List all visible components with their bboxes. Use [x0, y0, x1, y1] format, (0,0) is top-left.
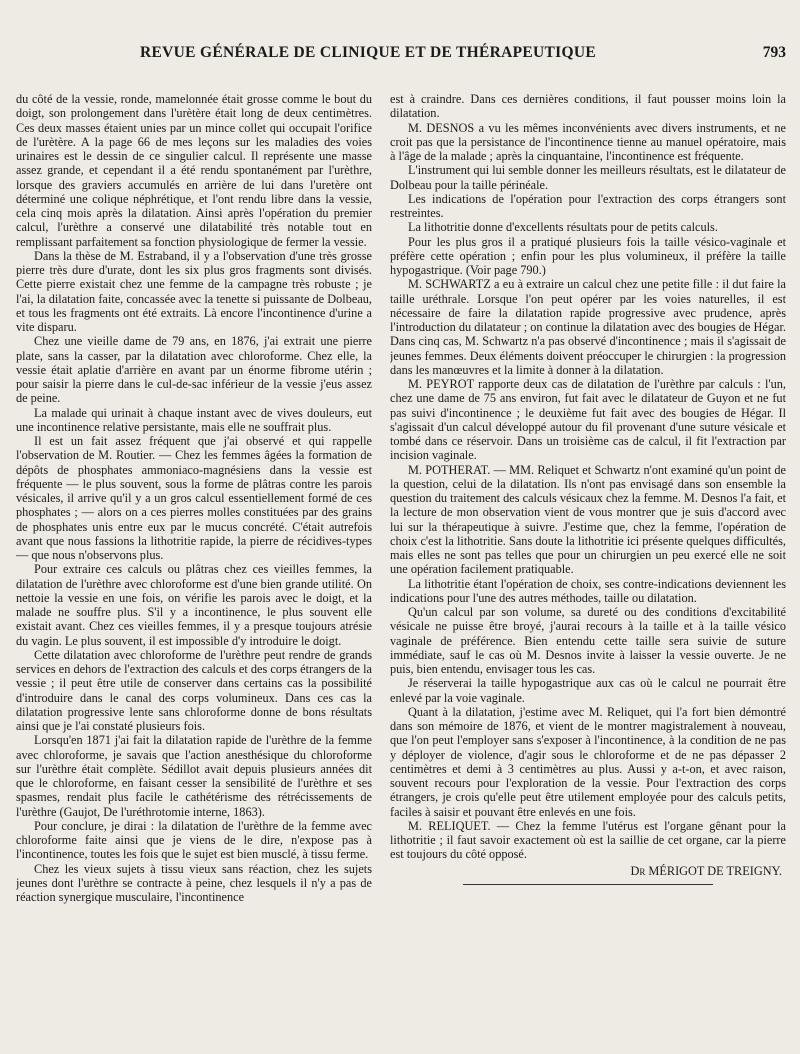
paragraph: Dans la thèse de M. Estraband, il y a l'observation d'une très grosse pierre très dure d'urate, dont les six plus gros fragments sont divisés. Cette pierre existait chez une femme de la campagne très robuste ; je l'ai, la dilatation faite, concassée avec la tenette si puissante de Dolbeau, et tous les fragments ont été extraits. Là encore l'incontinence d'urine a vite disparu. — [16, 248, 372, 334]
paragraph: Pour extraire ces calculs ou plâtras chez ces vieilles femmes, la dilatation de l'urèthre avec chloroforme est d'une bien grande utilité. On nettoie la vessie en une fois, on vérifie les parois avec le doigt, et la malade ne souffre plus. S'il y a incontinence, le plus souvent elle existait avant. Chez ces vieilles femmes, il y a presque toujours atrésie du vagin. Le plus souvent, il est impossible d'y introduire le doigt. — [16, 562, 372, 648]
paragraph: L'instrument qui lui semble donner les meilleurs résultats, est le dilatateur de Dolbeau pour la taille périnéale. — [390, 163, 786, 192]
paragraph: M. SCHWARTZ a eu à extraire un calcul chez une petite fille : il dut faire la taille uréthrale. Lorsque l'on peut opérer par les voies naturelles, il est nécessaire de faire la dilatation rapide progressive avec prudence, après l'introduction du dilatateur ; on continue la dilatation avec des bougies de Hégar. Dans cinq cas, M. Schwartz n'a pas observé d'incontinence ; mais il s'agissait de jeunes femmes. Deux éléments doivent préoccuper le chirurgien : la progression dans les manœuvres et la limite à donner à la dilatation. — [390, 277, 786, 377]
right-column — [390, 92, 786, 1042]
page-number: 793 — [762, 44, 786, 61]
paragraph: La lithotritie étant l'opération de choix, ses contre-indications deviennent les indications pour l'une des autres méthodes, taille ou dilatation. — [390, 576, 786, 605]
paragraph: Cette dilatation avec chloroforme de l'urèthre peut rendre de grands services en dehors de l'extraction des calculs et des corps étrangers de la vessie ; il peut être utile de conserver dans certains cas la possibilité d'introduire dans le canal des corps volumineux. Dans ces cas la dilatation progressive lente sans chloroforme donne de bons résultats ainsi que je l'ai constaté plusieurs fois. — [16, 647, 372, 733]
paragraph: Lorsqu'en 1871 j'ai fait la dilatation rapide de l'urèthre de la femme avec chloroforme, je savais que l'action anesthésique du chloroforme sur l'urèthre était complète. Sédillot avait depuis plusieurs années dit que le chloroforme, en faisant cesser la sensibilité de l'urèthre et ses spasmes, rendait plus facile le cathétérisme des rétrécissements de l'urèthre (Gaujot, De l'uréthrotomie interne, 1863). — [16, 733, 372, 819]
paragraph: Pour conclure, je dirai : la dilatation de l'urèthre de la femme avec chloroforme faite ainsi que je viens de le dire, n'expose pas à l'incontinence, toutes les fois que le sujet est bien musclé, à tissu ferme. — [16, 818, 372, 862]
paragraph: est à craindre. Dans ces dernières conditions, il faut pousser moins loin la dilatation. — [390, 92, 786, 121]
paragraph: M. POTHERAT. — MM. Reliquet et Schwartz n'ont examiné qu'un point de la question, celui de la dilatation. Ils n'ont pas envisagé dans son ensemble la question du traitement des calculs vésicaux chez la femme. M. Desnos l'a fait, et la lecture de mon observation vient de vous montrer que je suis d'accord avec lui sur la thérapeutique à suivre. J'estime que, chez la femme, l'opération de choix c'est la lithotritie. Sans doute la lithotritie ici présente quelques difficultés, mais elles ne sont pas telles que pour un chirurgien un peu exercé elle ne soit une opération facilement pratiquable. — [390, 462, 786, 577]
author-signature — [390, 864, 786, 878]
left-column — [16, 92, 372, 1042]
end-rule — [463, 884, 713, 885]
paragraph: Il est un fait assez fréquent que j'ai observé et qui rappelle l'observation de M. Routier. — Chez les femmes âgées la formation de dépôts de phosphates ammoniaco-magnésiens dans la vessie est fréquente — le plus souvent, sous la forme de plâtras contre les parois vésicales, il arrive qu'il y a un gros calcul essentiellement formé de ces phosphates ; — alors on a ces pierres molles constituées par des grains de phosphates unis entre eux par le mucus concrété. C'était autrefois avant que nous fassions la lithotritie rapide, la pierre de récidives-types — que nous n'observons plus. — [16, 434, 372, 562]
running-header: REVUE GÉNÉRALE DE CLINIQUE ET DE THÉRAPEUTIQUE — [140, 44, 596, 61]
paragraph: Qu'un calcul par son volume, sa dureté ou des conditions d'excitabilité vésicale ne puisse être broyé, j'aurai recours à la taille et à la taille vésico vaginale de préférence. Bien entendu cette taille sera suivie de suture immédiate, sauf le cas où M. Desnos invite à laisser la vessie ouverte. Je ne puis, bien entendu, envisager tous les cas. — [390, 605, 786, 676]
paragraph: M. PEYROT rapporte deux cas de dilatation de l'urèthre par calculs : l'un, chez une dame de 75 ans environ, fut fait avec le dilatateur de Guyon et ne fut pas suivi d'incontinence ; le deuxième fut fait avec des bougies de Hégar. Il s'agissait d'un calcul développé autour du fil provenant d'une suture vésicale et tombé dans ce réservoir. Dans un troisième cas de calcul, il fit l'extraction par incision vaginale. — [390, 377, 786, 463]
signature-text: Dr MÉRIGOT DE TREIGNY. — [630, 863, 782, 878]
paragraph: M. RELIQUET. — Chez la femme l'utérus est l'organe gênant pour la lithotritie ; il faut savoir exactement où est la saillie de cet organe, car la pierre est toujours du côté opposé. — [390, 818, 786, 862]
paragraph: Les indications de l'opération pour l'extraction des corps étrangers sont restreintes. — [390, 191, 786, 220]
paragraph: M. DESNOS a vu les mêmes inconvénients avec divers instruments, et ne croit pas que la persistance de l'incontinence tienne au manuel opératoire, mais à l'âge de la malade ; après la cinquantaine, l'incontinence est fréquente. — [390, 120, 786, 163]
paragraph: Pour les plus gros il a pratiqué plusieurs fois la taille vésico-vaginale et préfère cette opération ; enfin pour les plus volumineux, il préfère la taille hypogastrique. (Voir page 790.) — [390, 234, 786, 277]
paragraph: Je réserverai la taille hypogastrique aux cas où le calcul ne pourrait être enlevé par la voie vaginale. — [390, 676, 786, 705]
paragraph: La malade qui urinait à chaque instant avec de vives douleurs, eut une incontinence relative persistante, mais elle ne souffrait plus. — [16, 405, 372, 434]
paragraph: Quant à la dilatation, j'estime avec M. Reliquet, qui l'a fort bien démontré dans son mémoire de 1876, et vient de le montrer magistralement à nouveau, que l'on peut l'employer sans s'exposer à l'incontinence, à la condition de ne pas y déployer de violence, d'agir sous le chloroforme et de ne pas dépasser 2 centimètres et demi à 3 centimètres au plus. Aussi y a-t-on, et avec raison, souvent recours pour l'exploration de la vessie. Pour l'extraction des corps étrangers, je crois qu'elle peut être utilement employée pour des calculs petits, faciles à saisir et pouvant être enlevés en une fois. — [390, 704, 786, 819]
paragraph: La lithotritie donne d'excellents résultats pour de petits calculs. — [408, 220, 718, 235]
paragraph: Chez une vieille dame de 79 ans, en 1876, j'ai extrait une pierre plate, sans la casser, par la dilatation avec chloroforme. Chez elle, la vessie était aplatie d'arrière en avant par un énorme fibrome utérin ; pour saisir la pierre dans le cul-de-sac inférieur de la vessie j'eus assez de peine. — [16, 334, 372, 406]
paragraph: Chez les vieux sujets à tissu vieux sans réaction, chez les sujets jeunes dont l'urèthre se contracte à peine, chez lesquels il n'y a pas de réaction synergique musculaire, l'incontinence — [16, 861, 372, 904]
paragraph: du côté de la vessie, ronde, mamelonnée était grosse comme le bout du doigt, son prolongement dans l'urètère était long de deux centimètres. Ces deux masses étaient unies par un mince collet qui occupait l'orifice de l'urètère. A la page 66 de mes leçons sur les maladies des voies urinaires est le dessin de ce singulier calcul. Il représente une masse assez grande, et cependant il a été rendu spontanément par l'urèthre, lorsque des graviers accumulés en arrière de lui dans l'uretère ont déterminé une colique néphrétique, et l'ont rendu libre dans la vessie, cela cinq mois après la dilatation. Ainsi après l'opération du premier calcul, l'urèthre a conservé une dilatabilité très notable tout en remplissant parfaitement sa fonction physiologique de fermer la vessie. — [16, 92, 372, 249]
